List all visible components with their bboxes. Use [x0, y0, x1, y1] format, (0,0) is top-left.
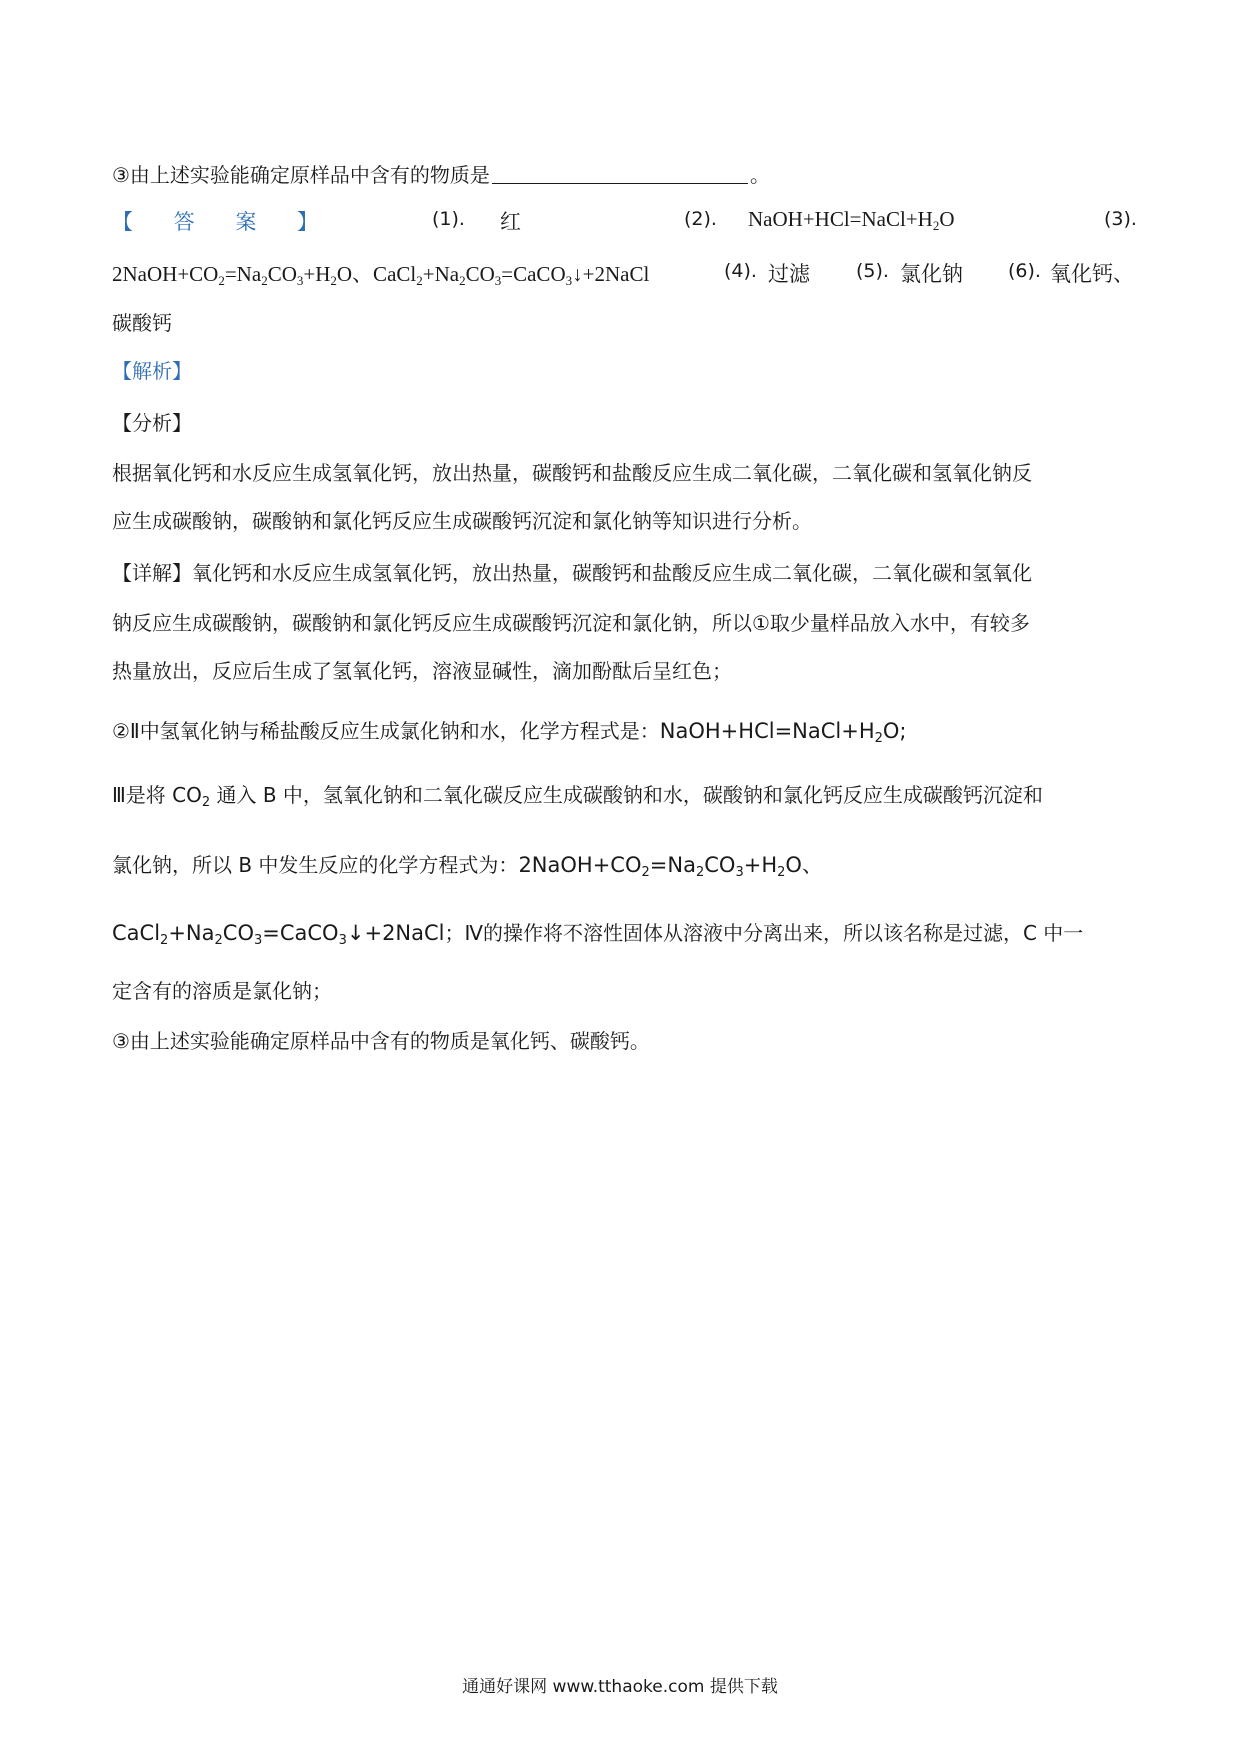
step3-line-3: $CaCl_2+Na_2CO_3=CaCO_3↓+2NaCl$；Ⅳ的操作将不溶性固体从溶液中分离出来，所以该名称是过滤，C 中一 [112, 921, 1084, 948]
answer-item-3-eq: $2NaOH+CO_2=Na_2CO_3+H_2O$、$CaCl_2+Na_2CO_3=CaCO_3↓+2NaCl$ [112, 262, 650, 288]
answer-continuation: 碳酸钙 [112, 311, 172, 335]
answer-item-6-text: 氧化钙、 [1050, 262, 1134, 286]
answer-tag: 【 答 案 】 [112, 210, 336, 234]
answer-item-2-num: (2). [684, 208, 717, 230]
detail-tag: 【详解】 [112, 561, 192, 585]
footer-text: 通通好课网 www.tthaoke.com 提供下载 [462, 1677, 778, 1697]
step2-equation: $NaOH+HCl=NaCl+H_2O$; [659, 719, 907, 746]
fenxi-line-2: 应生成碳酸钠，碳酸钠和氯化钙反应生成碳酸钙沉淀和氯化钠等知识进行分析。 [112, 509, 812, 533]
fenxi-tag: 【分析】 [112, 411, 192, 435]
question-text: ③由上述实验能确定原样品中含有的物质是 [112, 163, 490, 187]
step3-line-2: 氯化钠，所以 B 中发生反应的化学方程式为：$2NaOH+CO_2=Na_2CO_3+H_2O$、 [112, 853, 823, 880]
step3-line-4: 定含有的溶质是氯化钠； [112, 979, 332, 1003]
answer-item-1-text: 红 [500, 210, 521, 234]
question-suffix: 。 [749, 163, 770, 187]
answer-item-5-num: (5). [856, 260, 889, 282]
step3-equation-b: $CaCl_2+Na_2CO_3=CaCO_3↓+2NaCl$ [112, 921, 445, 948]
answer-item-4-text: 过滤 [768, 262, 810, 286]
answer-item-1-num: (1). [432, 208, 465, 230]
step2-line: ②Ⅱ中氢氧化钠与稀盐酸反应生成氯化钠和水，化学方程式是：$NaOH+HCl=NaCl+H_2O$; [112, 719, 907, 746]
detail-line-2: 钠反应生成碳酸钠，碳酸钠和氯化钙反应生成碳酸钙沉淀和氯化钠，所以①取少量样品放入水中，有较多 [112, 611, 1030, 635]
analysis-tag: 【解析】 [112, 359, 192, 383]
answer-item-4-num: (4). [724, 260, 757, 282]
answer-item-5-text: 氯化钠 [900, 262, 963, 286]
detail-line-1: 【详解】氧化钙和水反应生成氢氧化钙，放出热量，碳酸钙和盐酸反应生成二氧化碳，二氧化碳和氢氧化 [112, 561, 1032, 585]
detail-line-3: 热量放出，反应后生成了氢氧化钙，溶液显碱性，滴加酚酞后呈红色； [112, 659, 732, 683]
answer-blank [492, 161, 748, 184]
answer-item-2-eq: $NaOH+HCl=NaCl+H_2O$ [748, 207, 955, 233]
step3-line-1: Ⅲ是将 $CO_2$ 通入 B 中，氢氧化钠和二氧化碳反应生成碳酸钠和水，碳酸钠和氯化钙反应生成碳酸钙沉淀和 [112, 783, 1043, 810]
step3-equation-a: $2NaOH+CO_2=Na_2CO_3+H_2O$、 [518, 853, 823, 880]
fenxi-line-1: 根据氧化钙和水反应生成氢氧化钙，放出热量，碳酸钙和盐酸反应生成二氧化碳，二氧化碳和氢氧化钠反 [112, 461, 1032, 485]
conclusion-line: ③由上述实验能确定原样品中含有的物质是氧化钙、碳酸钙。 [112, 1029, 650, 1053]
answer-item-3-num: (3). [1104, 208, 1137, 230]
answer-item-6-num: (6). [1008, 260, 1041, 282]
question-line [112, 160, 770, 190]
